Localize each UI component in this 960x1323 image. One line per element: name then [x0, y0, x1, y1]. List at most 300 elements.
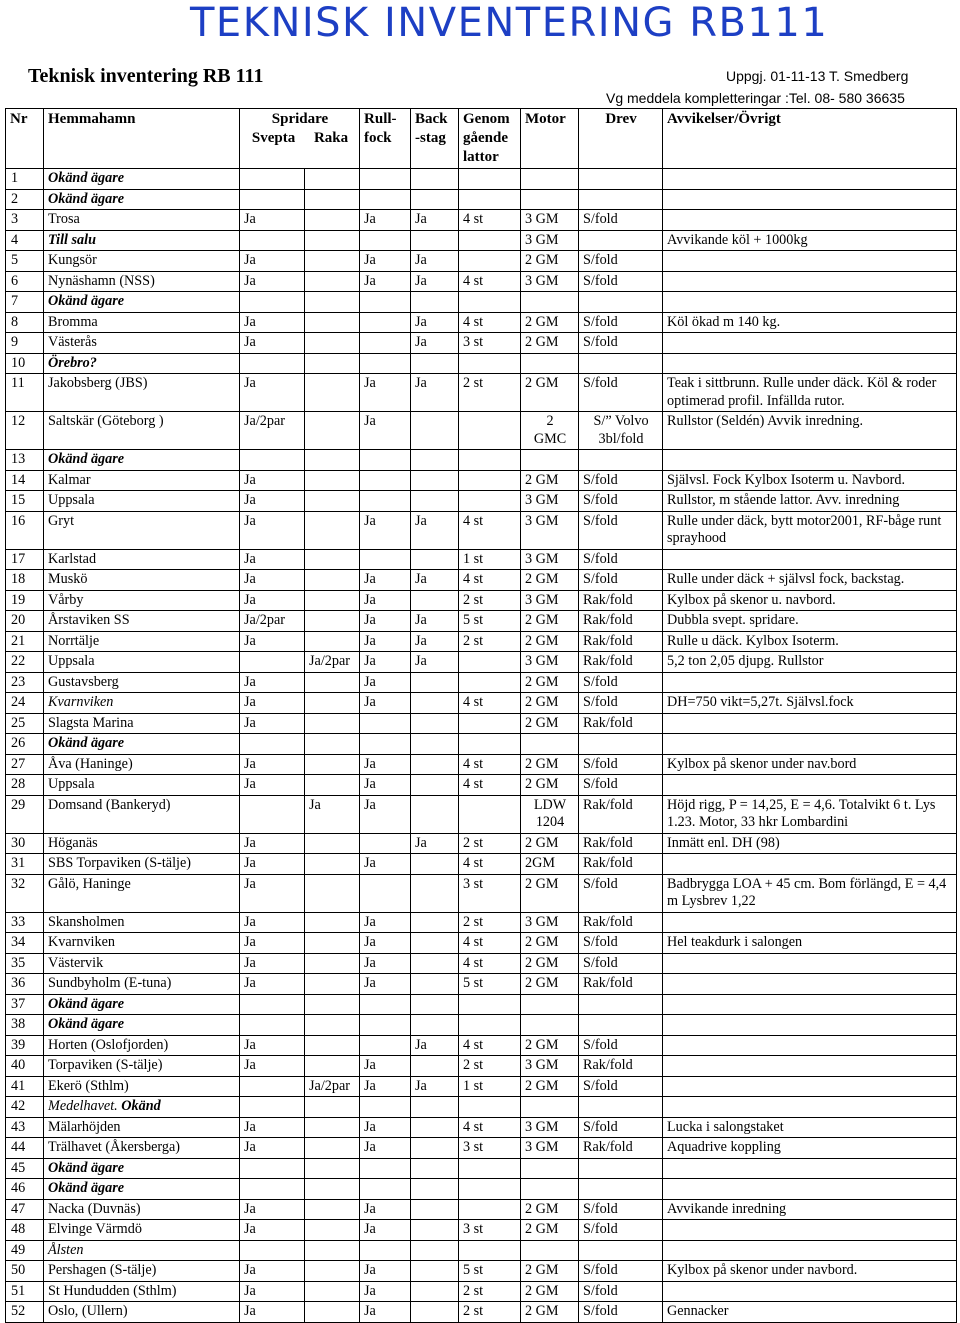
cell-genom-lattor: 3 st — [459, 874, 521, 912]
home-port-name: Västervik — [48, 954, 104, 971]
cell-spridare-raka — [305, 631, 360, 652]
cell-motor: 2 GM — [521, 713, 579, 734]
cell-drev: S/fold — [579, 271, 663, 292]
cell-genom-lattor — [459, 1158, 521, 1179]
cell-genom-lattor: 2 st — [459, 1056, 521, 1077]
cell-motor: 2 GM — [521, 1261, 579, 1282]
home-port-name: Karlstad — [48, 550, 97, 567]
cell-nr: 21 — [6, 631, 44, 652]
cell-rullfock: Ja — [360, 754, 411, 775]
cell-genom-lattor: 4 st — [459, 210, 521, 231]
home-port-name: Domsand (Bankeryd) — [48, 796, 171, 813]
cell-avvikelser: Höjd rigg, P = 14,25, E = 4,6. Totalvikt 6 t. Lys 1.23. Motor, 33 hkr Lombardini — [663, 795, 957, 833]
cell-hemmahamn — [44, 549, 240, 570]
cell-genom-lattor — [459, 1179, 521, 1200]
cell-rullfock — [360, 1240, 411, 1261]
cell-spridare-svepta: Ja — [240, 1199, 305, 1220]
cell-avvikelser — [663, 549, 957, 570]
cell-backstag: Ja — [411, 210, 459, 231]
cell-nr: 35 — [6, 953, 44, 974]
cell-spridare-svepta: Ja/2par — [240, 611, 305, 632]
home-port-name: SBS Torpaviken (S-tälje) — [48, 855, 191, 871]
cell-genom-lattor: 4 st — [459, 271, 521, 292]
cell-spridare-svepta — [240, 230, 305, 251]
cell-motor: 2 GM — [521, 874, 579, 912]
cell-hemmahamn — [44, 511, 240, 549]
cell-hemmahamn — [44, 1281, 240, 1302]
cell-avvikelser: Kylbox på skenor under nav.bord — [663, 754, 957, 775]
cell-backstag: Ja — [411, 570, 459, 591]
cell-avvikelser: Rullstor, m stående lattor. Avv. inredning — [663, 491, 957, 512]
cell-motor — [521, 1097, 579, 1118]
cell-backstag — [411, 672, 459, 693]
table-row — [6, 1302, 957, 1323]
home-port-name: Medelhavet. — [48, 1098, 118, 1114]
cell-drev: S/fold — [579, 1117, 663, 1138]
cell-hemmahamn — [44, 1179, 240, 1200]
cell-avvikelser: Avvikande inredning — [663, 1199, 957, 1220]
cell-spridare-svepta — [240, 292, 305, 313]
table-row — [6, 631, 957, 652]
cell-rullfock — [360, 734, 411, 755]
table-row — [6, 189, 957, 210]
home-port-name: Slagsta Marina — [48, 714, 134, 731]
cell-genom-lattor: 2 st — [459, 374, 521, 412]
cell-spridare-svepta: Ja — [240, 1056, 305, 1077]
cell-hemmahamn — [44, 1015, 240, 1036]
cell-drev: Rak/fold — [579, 652, 663, 673]
cell-spridare-svepta — [240, 734, 305, 755]
home-port-name: Norrtälje — [48, 632, 100, 649]
cell-backstag: Ja — [411, 374, 459, 412]
cell-backstag — [411, 353, 459, 374]
cell-hemmahamn — [44, 933, 240, 954]
cell-rullfock: Ja — [360, 511, 411, 549]
cell-drev: S/fold — [579, 511, 663, 549]
cell-avvikelser — [663, 353, 957, 374]
table-row — [6, 353, 957, 374]
cell-backstag — [411, 169, 459, 190]
cell-rullfock: Ja — [360, 854, 411, 875]
cell-spridare-svepta — [240, 1076, 305, 1097]
cell-nr: 22 — [6, 652, 44, 673]
cell-hemmahamn — [44, 652, 240, 673]
cell-backstag — [411, 1220, 459, 1241]
cell-drev: S/fold — [579, 570, 663, 591]
cell-rullfock: Ja — [360, 775, 411, 796]
cell-genom-lattor: 5 st — [459, 974, 521, 995]
cell-drev — [579, 169, 663, 190]
cell-rullfock: Ja — [360, 1199, 411, 1220]
cell-spridare-raka — [305, 230, 360, 251]
cell-nr: 10 — [6, 353, 44, 374]
table-row — [6, 734, 957, 755]
home-port-name: Kalmar — [48, 471, 91, 488]
cell-rullfock: Ja — [360, 795, 411, 833]
home-port-name: Västerås — [48, 334, 97, 350]
cell-avvikelser — [663, 672, 957, 693]
cell-genom-lattor — [459, 994, 521, 1015]
cell-hemmahamn — [44, 734, 240, 755]
cell-spridare-raka — [305, 713, 360, 734]
cell-spridare-raka — [305, 189, 360, 210]
cell-avvikelser — [663, 974, 957, 995]
table-row — [6, 1220, 957, 1241]
cell-spridare-svepta: Ja — [240, 874, 305, 912]
cell-motor: 2 GM — [521, 470, 579, 491]
cell-nr: 30 — [6, 833, 44, 854]
cell-motor: 2 GM — [521, 374, 579, 412]
cell-spridare-raka — [305, 754, 360, 775]
cell-motor: 2 GM — [521, 953, 579, 974]
cell-backstag — [411, 713, 459, 734]
cell-nr: 16 — [6, 511, 44, 549]
cell-spridare-svepta: Ja — [240, 833, 305, 854]
cell-motor: 2 GM — [521, 1199, 579, 1220]
cell-spridare-svepta: Ja — [240, 271, 305, 292]
cell-spridare-raka — [305, 1261, 360, 1282]
table-row — [6, 974, 957, 995]
cell-drev: S/fold — [579, 470, 663, 491]
cell-rullfock — [360, 189, 411, 210]
cell-nr: 23 — [6, 672, 44, 693]
cell-backstag — [411, 189, 459, 210]
cell-hemmahamn — [44, 1138, 240, 1159]
cell-nr: 7 — [6, 292, 44, 313]
cell-backstag — [411, 933, 459, 954]
home-port-name: Muskö — [48, 571, 88, 587]
cell-spridare-svepta: Ja — [240, 631, 305, 652]
cell-spridare-raka — [305, 1035, 360, 1056]
cell-backstag — [411, 1117, 459, 1138]
cell-hemmahamn — [44, 631, 240, 652]
cell-genom-lattor: 4 st — [459, 312, 521, 333]
cell-genom-lattor: 4 st — [459, 570, 521, 591]
cell-spridare-svepta — [240, 1240, 305, 1261]
cell-nr: 48 — [6, 1220, 44, 1241]
cell-motor: 3 GM — [521, 549, 579, 570]
cell-avvikelser — [663, 1035, 957, 1056]
table-row — [6, 933, 957, 954]
cell-drev: S/fold — [579, 1302, 663, 1323]
cell-avvikelser — [663, 1076, 957, 1097]
cell-backstag — [411, 549, 459, 570]
cell-spridare-svepta: Ja — [240, 1281, 305, 1302]
cell-hemmahamn — [44, 374, 240, 412]
cell-genom-lattor — [459, 169, 521, 190]
cell-motor: 2 GM — [521, 693, 579, 714]
cell-hemmahamn — [44, 1056, 240, 1077]
cell-hemmahamn — [44, 953, 240, 974]
cell-genom-lattor: 3 st — [459, 1138, 521, 1159]
cell-drev: Rak/fold — [579, 611, 663, 632]
cell-hemmahamn — [44, 1117, 240, 1138]
cell-backstag: Ja — [411, 833, 459, 854]
cell-motor: 2 GM — [521, 1220, 579, 1241]
cell-motor — [521, 169, 579, 190]
table-row — [6, 210, 957, 231]
home-port-name: Okänd ägare — [48, 293, 125, 309]
cell-nr: 40 — [6, 1056, 44, 1077]
cell-rullfock: Ja — [360, 912, 411, 933]
cell-hemmahamn — [44, 450, 240, 471]
cell-spridare-raka — [305, 251, 360, 272]
home-port-name: Gustavsberg — [48, 673, 119, 690]
home-port-name: Okänd ägare — [48, 1016, 125, 1032]
cell-avvikelser — [663, 333, 957, 354]
home-port-name: Okänd ägare — [48, 451, 125, 467]
cell-hemmahamn — [44, 1220, 240, 1241]
cell-genom-lattor — [459, 450, 521, 471]
table-row — [6, 1015, 957, 1036]
cell-rullfock — [360, 353, 411, 374]
cell-motor — [521, 1240, 579, 1261]
cell-backstag — [411, 693, 459, 714]
cell-spridare-raka — [305, 775, 360, 796]
cell-rullfock: Ja — [360, 974, 411, 995]
table-row — [6, 1076, 957, 1097]
cell-genom-lattor: 2 st — [459, 912, 521, 933]
cell-hemmahamn — [44, 974, 240, 995]
cell-backstag — [411, 491, 459, 512]
table-row — [6, 953, 957, 974]
cell-backstag: Ja — [411, 251, 459, 272]
cell-nr: 20 — [6, 611, 44, 632]
cell-drev: S/fold — [579, 933, 663, 954]
cell-rullfock: Ja — [360, 1281, 411, 1302]
table-row — [6, 994, 957, 1015]
cell-avvikelser: 5,2 ton 2,05 djupg. Rullstor — [663, 652, 957, 673]
cell-spridare-svepta: Ja — [240, 1220, 305, 1241]
cell-avvikelser — [663, 1281, 957, 1302]
cell-backstag — [411, 450, 459, 471]
cell-rullfock: Ja — [360, 693, 411, 714]
cell-avvikelser — [663, 1097, 957, 1118]
cell-spridare-svepta — [240, 169, 305, 190]
cell-genom-lattor — [459, 412, 521, 450]
cell-avvikelser: Dubbla svept. spridare. — [663, 611, 957, 632]
cell-genom-lattor: 1 st — [459, 1076, 521, 1097]
home-port-name: Okänd ägare — [48, 190, 125, 207]
cell-spridare-raka — [305, 353, 360, 374]
cell-rullfock — [360, 1179, 411, 1200]
cell-spridare-svepta — [240, 1097, 305, 1118]
table-row — [6, 312, 957, 333]
cell-avvikelser: Rullstor (Seldén) Avvik inredning. — [663, 412, 957, 450]
cell-motor — [521, 1179, 579, 1200]
cell-hemmahamn — [44, 833, 240, 854]
cell-rullfock — [360, 549, 411, 570]
cell-backstag: Ja — [411, 271, 459, 292]
cell-genom-lattor: 3 st — [459, 1220, 521, 1241]
cell-avvikelser — [663, 1179, 957, 1200]
cell-motor: 2 GMC — [521, 412, 579, 450]
home-port-name: Åva (Haninge) — [48, 755, 133, 772]
cell-avvikelser — [663, 169, 957, 190]
table-row — [6, 333, 957, 354]
cell-avvikelser — [663, 1015, 957, 1036]
cell-hemmahamn — [44, 1199, 240, 1220]
cell-rullfock — [360, 312, 411, 333]
cell-drev: Rak/fold — [579, 1138, 663, 1159]
home-port-name: St Hundudden (Sthlm) — [48, 1282, 177, 1299]
cell-spridare-raka — [305, 1179, 360, 1200]
cell-motor: 3 GM — [521, 1117, 579, 1138]
cell-drev: S/fold — [579, 491, 663, 512]
cell-genom-lattor — [459, 470, 521, 491]
cell-avvikelser: Gennacker — [663, 1302, 957, 1323]
cell-avvikelser — [663, 1158, 957, 1179]
cell-genom-lattor — [459, 734, 521, 755]
cell-nr: 29 — [6, 795, 44, 833]
home-port-name: Pershagen (S-tälje) — [48, 1262, 157, 1278]
cell-motor — [521, 189, 579, 210]
cell-spridare-svepta: Ja — [240, 912, 305, 933]
cell-avvikelser — [663, 1220, 957, 1241]
cell-rullfock: Ja — [360, 251, 411, 272]
cell-genom-lattor: 4 st — [459, 1035, 521, 1056]
table-row — [6, 374, 957, 412]
cell-avvikelser — [663, 450, 957, 471]
inventory-table — [5, 108, 957, 1323]
cell-motor: 3 GM — [521, 230, 579, 251]
cell-spridare-svepta: Ja — [240, 1035, 305, 1056]
table-row — [6, 854, 957, 875]
cell-hemmahamn — [44, 1261, 240, 1282]
cell-spridare-raka — [305, 1220, 360, 1241]
cell-spridare-raka — [305, 912, 360, 933]
cell-drev — [579, 189, 663, 210]
home-port-name: Elvinge Värmdö — [48, 1221, 142, 1237]
table-row — [6, 1179, 957, 1200]
cell-motor: 2GM — [521, 854, 579, 875]
cell-avvikelser — [663, 775, 957, 796]
cell-spridare-raka — [305, 549, 360, 570]
home-port-name: Jakobsberg (JBS) — [48, 375, 148, 391]
cell-avvikelser: Kylbox på skenor under navbord. — [663, 1261, 957, 1282]
cell-drev: Rak/fold — [579, 713, 663, 734]
cell-avvikelser — [663, 1240, 957, 1261]
cell-drev: S/fold — [579, 1261, 663, 1282]
cell-spridare-svepta: Ja — [240, 312, 305, 333]
cell-spridare-svepta: Ja — [240, 570, 305, 591]
cell-hemmahamn — [44, 353, 240, 374]
cell-nr: 41 — [6, 1076, 44, 1097]
cell-hemmahamn — [44, 1302, 240, 1323]
home-port-name: Sundbyholm (E-tuna) — [48, 975, 172, 991]
cell-spridare-svepta: Ja — [240, 672, 305, 693]
cell-backstag — [411, 412, 459, 450]
cell-rullfock — [360, 333, 411, 354]
cell-avvikelser — [663, 713, 957, 734]
home-port-name: Till salu — [48, 231, 96, 248]
cell-genom-lattor — [459, 189, 521, 210]
cell-backstag — [411, 1138, 459, 1159]
cell-backstag — [411, 1097, 459, 1118]
table-row — [6, 292, 957, 313]
cell-backstag: Ja — [411, 312, 459, 333]
cell-spridare-svepta: Ja — [240, 1302, 305, 1323]
table-row — [6, 169, 957, 190]
cell-spridare-raka — [305, 570, 360, 591]
cell-hemmahamn — [44, 693, 240, 714]
cell-hemmahamn — [44, 251, 240, 272]
cell-genom-lattor — [459, 1240, 521, 1261]
cell-nr: 3 — [6, 210, 44, 231]
cell-backstag: Ja — [411, 1076, 459, 1097]
cell-drev: S/fold — [579, 874, 663, 912]
cell-nr: 45 — [6, 1158, 44, 1179]
cell-drev: Rak/fold — [579, 1056, 663, 1077]
cell-avvikelser — [663, 251, 957, 272]
home-port-name: Bromma — [48, 313, 98, 330]
cell-rullfock — [360, 1158, 411, 1179]
cell-backstag — [411, 1179, 459, 1200]
cell-rullfock: Ja — [360, 1117, 411, 1138]
cell-spridare-raka — [305, 169, 360, 190]
cell-drev: S/fold — [579, 374, 663, 412]
cell-spridare-svepta: Ja — [240, 1261, 305, 1282]
cell-genom-lattor — [459, 491, 521, 512]
cell-drev: S/fold — [579, 210, 663, 231]
cell-backstag — [411, 1281, 459, 1302]
cell-motor: LDW 1204 — [521, 795, 579, 833]
cell-spridare-svepta — [240, 1158, 305, 1179]
cell-drev — [579, 1179, 663, 1200]
cell-hemmahamn — [44, 611, 240, 632]
cell-rullfock: Ja — [360, 1056, 411, 1077]
cell-nr: 17 — [6, 549, 44, 570]
cell-backstag — [411, 795, 459, 833]
cell-spridare-raka — [305, 854, 360, 875]
cell-hemmahamn — [44, 292, 240, 313]
cell-drev — [579, 230, 663, 251]
cell-nr: 32 — [6, 874, 44, 912]
col-hemmahamn-header: Hemmahamn — [44, 109, 240, 169]
cell-drev — [579, 450, 663, 471]
cell-spridare-svepta: Ja — [240, 511, 305, 549]
cell-hemmahamn — [44, 470, 240, 491]
cell-spridare-raka — [305, 271, 360, 292]
cell-nr: 4 — [6, 230, 44, 251]
cell-motor: 3 GM — [521, 511, 579, 549]
cell-avvikelser: Rulle under däck, bytt motor2001, RF-båge runt sprayhood — [663, 511, 957, 549]
cell-rullfock: Ja — [360, 374, 411, 412]
cell-spridare-raka — [305, 210, 360, 231]
cell-avvikelser: Avvikande köl + 1000kg — [663, 230, 957, 251]
cell-motor — [521, 1158, 579, 1179]
cell-spridare-svepta: Ja — [240, 933, 305, 954]
cell-nr: 43 — [6, 1117, 44, 1138]
cell-nr: 11 — [6, 374, 44, 412]
home-port-name: Årstaviken SS — [48, 612, 130, 628]
table-row — [6, 1138, 957, 1159]
table-row — [6, 1199, 957, 1220]
home-port-name: Kvarnviken — [48, 694, 114, 710]
cell-motor: 2 GM — [521, 974, 579, 995]
cell-rullfock — [360, 1035, 411, 1056]
table-row — [6, 1117, 957, 1138]
cell-spridare-raka — [305, 1138, 360, 1159]
cell-hemmahamn — [44, 994, 240, 1015]
cell-rullfock — [360, 450, 411, 471]
cell-motor: 2 GM — [521, 775, 579, 796]
cell-drev — [579, 994, 663, 1015]
cell-hemmahamn — [44, 1097, 240, 1118]
cell-nr: 26 — [6, 734, 44, 755]
cell-spridare-raka — [305, 1097, 360, 1118]
col-motor-header: Motor — [521, 109, 579, 169]
